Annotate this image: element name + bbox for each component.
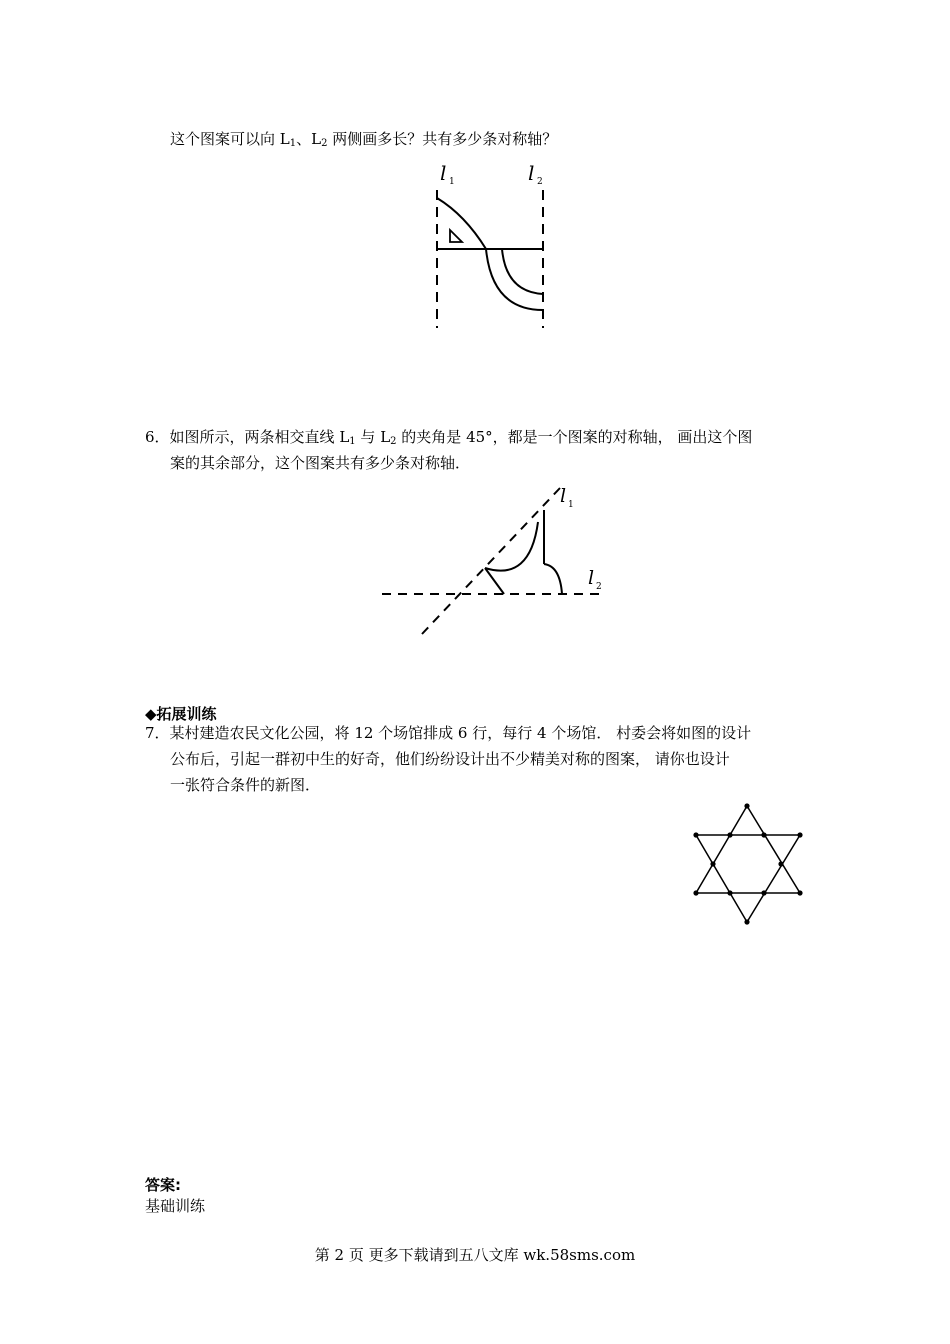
q6-subscript: 1 <box>349 436 356 447</box>
q6-short-segment <box>485 568 504 594</box>
venue-dot <box>727 832 732 837</box>
q6-label-l1: l <box>560 485 567 507</box>
q5-text-part: 这个图案可以向 L <box>170 130 290 148</box>
q6-subscript: 2 <box>390 436 397 447</box>
q7-question-line3: 一张符合条件的新图． <box>170 776 321 794</box>
q6-label-l2: l <box>588 567 595 589</box>
q5-label-l1-sub: 1 <box>449 177 455 187</box>
venue-dot <box>693 832 698 837</box>
q6-arc-left <box>485 522 538 571</box>
venue-dot <box>744 803 749 808</box>
q6-label-l2-sub: 2 <box>596 582 602 592</box>
q5-text-part: 、L <box>296 130 322 148</box>
venue-dot <box>797 890 802 895</box>
q6-text-part: 6．如图所示，两条相交直线 L <box>145 428 350 446</box>
q6-arc-right <box>544 564 562 594</box>
q6-label-l1-sub: 1 <box>568 500 574 510</box>
q6-text-part: 的夹角是 45°，都是一个图案的对称轴， 画出这个图 <box>396 428 753 446</box>
q5-text-part: 两侧画多长？共有多少条对称轴？ <box>327 130 558 148</box>
page-footer: 第 2 页 更多下载请到五八文库 wk.58sms.com <box>314 1246 636 1264</box>
q5-figure <box>420 160 570 335</box>
q5-label-l2: l <box>528 161 535 185</box>
q5-small-triangle <box>450 230 462 242</box>
venue-dot <box>778 861 783 866</box>
q5-subscript: 1 <box>289 138 297 149</box>
q7-star-figure <box>690 800 810 930</box>
star-vertices <box>693 803 802 924</box>
q5-question <box>170 126 557 157</box>
q7-question-line1: 7．某村建造农民文化公园，将 12 个场馆排成 6 行，每行 4 个场馆． 村委会将如图的设计 <box>145 724 752 742</box>
q5-arc-outer <box>486 249 543 310</box>
venue-dot <box>727 890 732 895</box>
venue-dot <box>710 861 715 866</box>
q5-arc-inner <box>502 249 543 294</box>
venue-dot <box>744 919 749 924</box>
answers-subheading: 基础训练 <box>145 1197 206 1215</box>
answers-heading: 答案: <box>145 1176 181 1194</box>
q6-figure <box>378 482 618 642</box>
section-heading: ◆拓展训练 <box>145 705 217 723</box>
venue-dot <box>693 890 698 895</box>
q5-label-l2-sub: 2 <box>537 177 543 187</box>
venue-dot <box>761 832 766 837</box>
star-triangle-up <box>696 806 800 893</box>
q7-question-line2: 公布后，引起一群初中生的好奇，他们纷纷设计出不少精美对称的图案， 请你也设计 <box>170 750 730 768</box>
q5-subscript: 2 <box>321 138 328 149</box>
star-triangle-down <box>696 835 800 922</box>
q6-question-line2: 案的其余部分，这个图案共有多少条对称轴． <box>170 454 471 472</box>
q6-text-part: 与 L <box>355 428 391 446</box>
q6-axis-l1 <box>422 488 560 634</box>
venue-dot <box>761 890 766 895</box>
q5-label-l1: l <box>440 161 447 185</box>
venue-dot <box>797 832 802 837</box>
